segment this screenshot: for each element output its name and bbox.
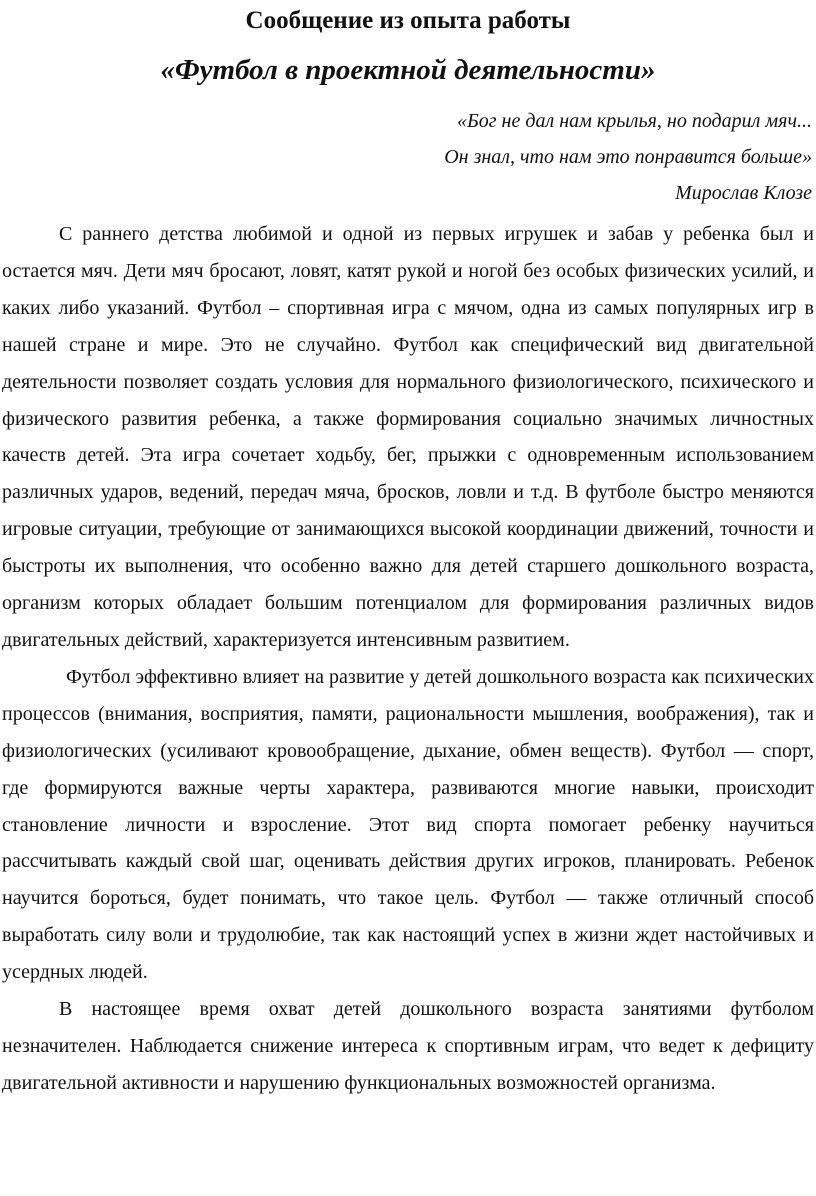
body-text xyxy=(2,216,814,1102)
paragraph-2: Футбол эффективно влияет на развитие у детей дошкольного возраста как психических процессов (внимания, восприятия, памяти, рациональности мышления, воображения), так и физиологических (усиливают кровообращение, дыхание, обмен веществ). Футбол — спорт, где формируются важные черты характера, развиваются многие навыки, происходит становление личности и взросление. Этот вид спорта помогает ребенку научиться рассчитывать каждый свой шаг, оценивать действия других игроков, планировать. Ребенок научится бороться, будет понимать, что такое цель. Футбол — также отличный способ выработать силу воли и трудолюбие, так как настоящий успех в жизни ждет настойчивых и усердных людей. xyxy=(2,665,814,984)
epigraph-line-1: «Бог не дал нам крылья, но подарил мяч... xyxy=(456,110,812,132)
paragraph-3: В настоящее время охват детей дошкольного возраста занятиями футболом незначителен. Наблюдается снижение интереса к спортивным играм, что ведет к дефициту двигательной активности и нарушению функциональных возможностей организма. xyxy=(2,998,814,1094)
document-subtitle: «Футбол в проектной деятельности» xyxy=(160,54,656,86)
epigraph-line-2: Он знал, что нам это понравится больше» xyxy=(444,146,812,168)
document-title: Сообщение из опыта работы xyxy=(245,7,571,34)
epigraph xyxy=(2,103,814,211)
paragraph-1: С раннего детства любимой и одной из первых игрушек и забав у ребенка был и остается мяч. Дети мяч бросают, ловят, катят рукой и ногой без особых физических усилий, и каких либо указаний. Футбол – спортивная игра с мячом, одна из самых популярных игр в нашей стране и мире. Это не случайно. Футбол как специфический вид двигательной деятельности позволяет создать условия для нормального физиологического, психического и физического развития ребенка, а также формирования социально значимых личностных качеств детей. Эта игра сочетает ходьбу, бег, прыжки с одновременным использованием различных ударов, ведений, передач мяча, бросков, ловли и т.д. В футболе быстро меняются игровые ситуации, требующие от занимающихся высокой координации движений, точности и быстроты их выполнения, что особенно важно для детей старшего дошкольного возраста, организм которых обладает большим потенциалом для формирования различных видов двигательных действий, характеризуется интенсивным развитием. xyxy=(2,223,814,651)
epigraph-author: Мирослав Клозе xyxy=(675,182,812,204)
